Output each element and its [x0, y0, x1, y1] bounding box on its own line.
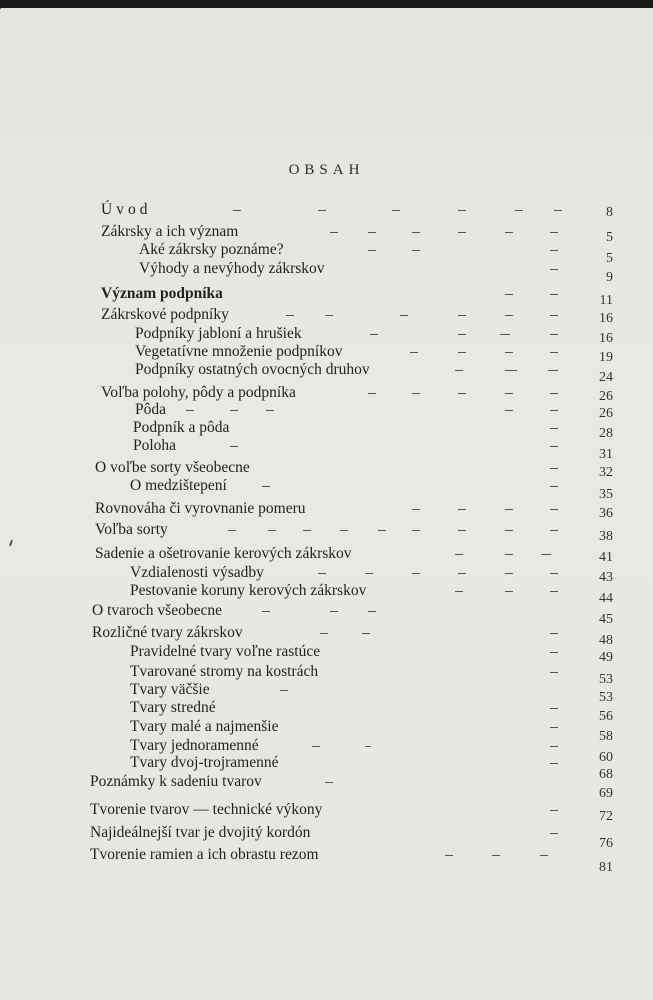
leader-dash: [550, 269, 558, 270]
leader-dash: [492, 855, 500, 856]
toc-page-number: 41: [599, 550, 613, 565]
leader-dashes: [0, 623, 600, 643]
toc-entry-title: Poloha: [133, 437, 177, 454]
toc-entry-title: Sadenie a ošetrovanie kerových zákrskov: [95, 545, 352, 562]
leader-dash: [515, 210, 523, 211]
toc-entry-title: Najideálnejší tvar je dvojitý kordón: [90, 824, 311, 841]
leader-dash: [330, 232, 338, 233]
leader-dash: [550, 468, 558, 469]
leader-dashes: [0, 717, 600, 737]
leader-dash: [505, 370, 517, 371]
leader-dash: [550, 573, 558, 574]
leader-dash: [505, 554, 513, 555]
leader-dash: [186, 410, 194, 411]
leader-dash: [392, 210, 400, 211]
leader-dash: [312, 746, 320, 747]
toc-entry-title: Voľba polohy, pôdy a podpníka: [101, 384, 296, 401]
leader-dashes: [0, 800, 600, 820]
leader-dash: [505, 410, 513, 411]
leader-dash: [325, 782, 333, 783]
toc-page-number: 69: [599, 786, 613, 801]
leader-dash: [550, 334, 558, 335]
toc-entry: [0, 222, 653, 245]
toc-page-number: 36: [599, 506, 613, 521]
leader-dashes: [0, 200, 600, 220]
leader-dashes: [0, 544, 600, 564]
leader-dash: [365, 573, 373, 574]
leader-dash: [550, 652, 558, 653]
toc-entry-title: Zákrskové podpníky: [101, 306, 229, 323]
leader-dash: [455, 591, 463, 592]
toc-entry-title: Poznámky k sadeniu tvarov: [90, 773, 262, 790]
leader-dash: [233, 210, 241, 211]
toc-entry: [0, 499, 653, 519]
leader-dashes: [0, 823, 600, 843]
toc-entry: [0, 623, 653, 648]
leader-dash: [540, 855, 548, 856]
leader-dash: [370, 334, 378, 335]
leader-dashes: [0, 324, 600, 344]
leader-dash: [550, 633, 558, 634]
leader-dash: [445, 855, 453, 856]
toc-entry-title: Aké zákrsky poznáme?: [139, 241, 284, 258]
leader-dash: [550, 591, 558, 592]
leader-dash: [262, 486, 270, 487]
leader-dash: [550, 428, 558, 429]
leader-dash: [505, 315, 513, 316]
leader-dash: [550, 509, 558, 510]
leader-dashes: [0, 601, 600, 621]
toc-page-number: 68: [599, 767, 613, 782]
toc-entry: [0, 698, 653, 724]
leader-dashes: [0, 476, 600, 496]
toc-entry-title: Pestovanie koruny kerových zákrskov: [130, 582, 367, 599]
leader-dash: [550, 833, 558, 834]
leader-dashes: [0, 305, 600, 325]
toc-entry: [0, 662, 653, 687]
toc-page-number: 43: [599, 570, 613, 585]
leader-dash: [505, 509, 513, 510]
toc-entry-title: Vegetatívne množenie podpníkov: [135, 343, 343, 360]
leader-dash: [412, 573, 420, 574]
leader-dashes: [0, 499, 600, 519]
leader-dash: [458, 573, 466, 574]
toc-page-number: 16: [599, 331, 613, 346]
leader-dash: [368, 611, 376, 612]
toc-page-number: 60: [599, 750, 613, 765]
leader-dash: [412, 393, 420, 394]
toc-page-number: 49: [599, 650, 613, 665]
toc-entry: [0, 284, 653, 308]
leader-dash: [318, 573, 326, 574]
leader-dash: [458, 334, 466, 335]
leader-dashes: [0, 563, 600, 583]
leader-dash: [365, 746, 371, 747]
leader-dash: [550, 810, 558, 811]
toc-entry: [0, 772, 653, 801]
toc-entry: [0, 544, 653, 564]
leader-dash: [262, 611, 270, 612]
toc-entry: [0, 581, 653, 606]
leader-dashes: [0, 680, 600, 700]
toc-page-number: 81: [599, 860, 613, 875]
toc-entry: [0, 563, 653, 583]
toc-page-number: 38: [599, 529, 613, 544]
toc-entry-title: Tvarované stromy na kostrách: [130, 663, 319, 680]
toc-page-number: 45: [599, 612, 613, 627]
toc-entry-title: Tvary dvoj-trojramenné: [130, 754, 279, 771]
leader-dashes: [0, 418, 600, 438]
toc-entry: [0, 418, 653, 441]
toc-page-number: 32: [599, 465, 613, 480]
leader-dash: [505, 591, 513, 592]
leader-dash: [550, 486, 558, 487]
leader-dash: [455, 370, 463, 371]
toc-entry: [0, 680, 653, 705]
leader-dash: [412, 530, 420, 531]
leader-dash: [550, 672, 558, 673]
toc-entry: [0, 601, 653, 627]
toc-entry-title: Podpník a pôda: [133, 419, 230, 436]
leader-dash: [325, 315, 333, 316]
toc-page-number: 53: [599, 690, 613, 705]
toc-entry-title: Zákrsky a ich význam: [101, 223, 239, 240]
toc-page-number: 24: [599, 370, 613, 385]
toc-entry: [0, 360, 653, 385]
toc-entry-title: Tvary väčšie: [130, 681, 210, 698]
leader-dashes: [0, 240, 600, 260]
page-title: OBSAH: [288, 162, 365, 178]
leader-dash: [505, 352, 513, 353]
toc-page-number: 56: [599, 709, 613, 724]
toc-entry-title: Tvary jednoramenné: [130, 737, 259, 754]
toc-entry-title: Pôda: [135, 401, 166, 418]
toc-entry-title: Rozličné tvary zákrskov: [92, 624, 243, 641]
toc-entry-title: Úvod: [101, 201, 152, 218]
leader-dashes: [0, 400, 600, 420]
leader-dash: [554, 210, 562, 211]
toc-page-number: 16: [599, 311, 613, 326]
toc-page-number: 31: [599, 447, 613, 462]
toc-entry: [0, 520, 653, 544]
toc-entry: [0, 342, 653, 365]
toc-entry-title: Tvorenie ramien a ich obrastu rezom: [90, 846, 319, 863]
leader-dashes: [0, 342, 600, 362]
toc-entry: [0, 400, 653, 420]
toc-entry: [0, 259, 653, 285]
toc-page-number: 58: [599, 729, 613, 744]
leader-dash: [550, 232, 558, 233]
leader-dash: [412, 232, 420, 233]
leader-dash: [550, 530, 558, 531]
leader-dash: [330, 611, 338, 612]
toc-entry: [0, 800, 653, 824]
leader-dash: [505, 573, 513, 574]
leader-dash: [368, 393, 376, 394]
leader-dash: [550, 352, 558, 353]
leader-dashes: [0, 458, 600, 478]
leader-dash: [303, 530, 311, 531]
leader-dash: [500, 334, 510, 335]
toc-entry-title: O tvaroch všeobecne: [92, 602, 222, 619]
leader-dash: [458, 352, 466, 353]
leader-dash: [458, 315, 466, 316]
toc-page-number: 9: [606, 270, 613, 285]
leader-dash: [318, 210, 326, 211]
toc-entry-title: Výhody a nevýhody zákrskov: [139, 260, 325, 277]
toc-entry-title: Podpníky ostatných ovocných druhov: [135, 361, 370, 378]
leader-dash: [458, 232, 466, 233]
toc-page-number: 72: [599, 809, 613, 824]
toc-entry-title: Tvary stredné: [130, 699, 216, 716]
leader-dash: [368, 232, 376, 233]
toc-entry: [0, 476, 653, 502]
leader-dashes: [0, 845, 600, 865]
leader-dash: [550, 763, 558, 764]
leader-dash: [455, 554, 463, 555]
toc-entry-title: Voľba sorty: [95, 521, 168, 538]
leader-dash: [230, 410, 238, 411]
leader-dash: [550, 746, 558, 747]
toc-page-number: 5: [606, 251, 613, 266]
leader-dash: [320, 633, 328, 634]
leader-dash: [505, 393, 513, 394]
toc-entry-title: Podpníky jabloní a hrušiek: [135, 325, 302, 342]
toc-entry-title: Tvary malé a najmenšie: [130, 718, 279, 735]
toc-page-number: 48: [599, 633, 613, 648]
toc-page-number: 26: [599, 406, 613, 421]
toc-entry: [0, 845, 653, 875]
toc-page-number: 28: [599, 426, 613, 441]
leader-dashes: [0, 520, 600, 540]
leader-dash: [550, 708, 558, 709]
toc-page-number: 19: [599, 350, 613, 365]
toc-entry-title: Význam podpníka: [101, 285, 223, 302]
toc-entry-title: O voľbe sorty všeobecne: [95, 459, 250, 476]
toc-entry: [0, 823, 653, 851]
leader-dash: [505, 530, 513, 531]
toc-entry: [0, 305, 653, 325]
leader-dashes: [0, 360, 600, 380]
leader-dash: [458, 509, 466, 510]
toc-page-number: 8: [606, 205, 613, 220]
leader-dash: [505, 294, 513, 295]
toc-entry: [0, 200, 653, 220]
leader-dash: [340, 530, 348, 531]
leader-dash: [550, 727, 558, 728]
toc-entry: [0, 324, 653, 344]
leader-dash: [458, 210, 466, 211]
leader-dash: [550, 410, 558, 411]
leader-dash: [286, 315, 294, 316]
toc-entry: [0, 642, 653, 665]
leader-dash: [362, 633, 370, 634]
toc-page-number: 11: [599, 293, 613, 308]
toc-entry-title: O medzištepení: [130, 477, 227, 494]
leader-dash: [378, 530, 386, 531]
leader-dash: [400, 315, 408, 316]
leader-dash: [458, 530, 466, 531]
leader-dashes: [0, 581, 600, 601]
toc-entry: [0, 240, 653, 266]
leader-dashes: [0, 284, 600, 304]
toc-page-number: 35: [599, 487, 613, 502]
leader-dashes: [0, 642, 600, 662]
toc-entry-title: Vzdialenosti výsadby: [130, 564, 264, 581]
toc-entry-title: Rovnováha či vyrovnanie pomeru: [95, 500, 306, 517]
toc-page-number: 5: [606, 230, 613, 245]
leader-dash: [550, 393, 558, 394]
leader-dashes: [0, 222, 600, 242]
toc-page-number: 44: [599, 591, 613, 606]
toc-page-number: 76: [599, 836, 613, 851]
leader-dash: [368, 250, 376, 251]
leader-dash: [550, 315, 558, 316]
leader-dash: [228, 530, 236, 531]
leader-dash: [458, 393, 466, 394]
toc-entry: [0, 436, 653, 462]
toc-entry: [0, 458, 653, 478]
leader-dash: [505, 232, 513, 233]
leader-dash: [548, 370, 558, 371]
leader-dash: [266, 410, 274, 411]
leader-dashes: [0, 259, 600, 279]
toc-entry-title: Tvorenie tvarov — technické výkony: [90, 801, 323, 818]
leader-dash: [410, 352, 418, 353]
leader-dashes: [0, 753, 600, 773]
toc-page-number: 53: [599, 672, 613, 687]
leader-dashes: [0, 662, 600, 682]
leader-dash: [230, 446, 238, 447]
leader-dash: [541, 554, 551, 555]
toc-entry: [0, 717, 653, 744]
leader-dash: [550, 446, 558, 447]
leader-dashes: [0, 436, 600, 456]
leader-dash: [412, 250, 420, 251]
leader-dash: [268, 530, 276, 531]
leader-dashes: [0, 698, 600, 718]
leader-dashes: [0, 772, 600, 792]
toc-entry-title: Pravidelné tvary voľne rastúce: [130, 643, 321, 660]
toc-page-number: 26: [599, 389, 613, 404]
leader-dash: [550, 294, 558, 295]
leader-dash: [280, 690, 288, 691]
leader-dash: [412, 509, 420, 510]
leader-dash: [550, 250, 558, 251]
